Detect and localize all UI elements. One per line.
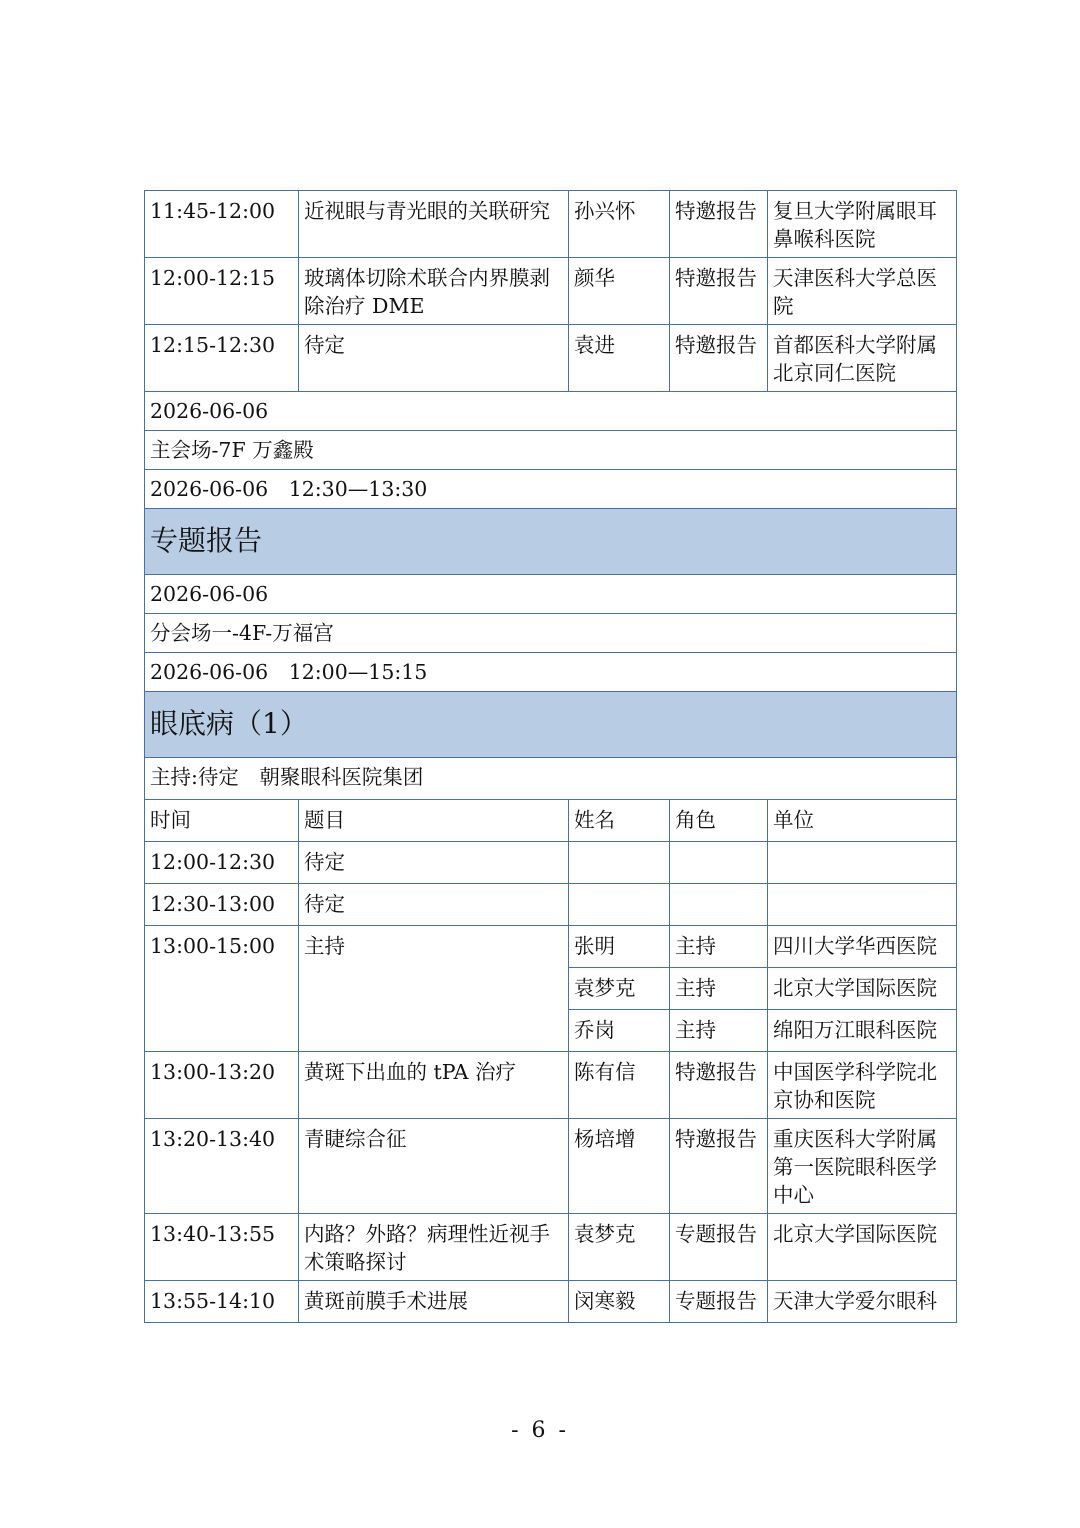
topic-cell: 主持 [299,926,569,968]
name-cell: 颜华 [569,258,670,325]
session-title-row [145,692,957,758]
role-cell: 专题报告 [670,1281,768,1323]
session-datetime: 2026-06-06 12:00—15:15 [145,653,957,692]
role-cell: 特邀报告 [670,325,768,392]
host-row [145,968,957,1010]
topic-cell: 黄斑前膜手术进展 [299,1281,569,1323]
header-role: 角色 [670,800,768,842]
time-cell: 13:55-14:10 [145,1281,299,1323]
role-cell: 特邀报告 [670,1119,768,1214]
role-cell: 专题报告 [670,1214,768,1281]
unit-cell: 绵阳万江眼科医院 [768,1010,957,1052]
name-cell: 袁梦克 [569,1214,670,1281]
session-venue: 分会场一-4F-万福宫 [145,614,957,653]
topic-cell: 待定 [299,842,569,884]
page-number: - 6 - [511,1418,569,1443]
topic-cell: 近视眼与青光眼的关联研究 [299,191,569,258]
topic-cell: 青睫综合征 [299,1119,569,1214]
table-row [145,842,957,884]
host-row [145,926,957,968]
unit-cell: 天津大学爱尔眼科 [768,1281,957,1323]
header-row [145,800,957,842]
unit-cell: 北京大学国际医院 [768,1214,957,1281]
time-cell: 12:00-12:15 [145,258,299,325]
table-row [145,191,957,258]
session-chair: 主持:待定 朝聚眼科医院集团 [145,758,957,800]
name-cell: 袁梦克 [569,968,670,1010]
session-title: 眼底病（1） [145,692,957,758]
unit-cell: 四川大学华西医院 [768,926,957,968]
name-cell [569,842,670,884]
time-cell: 13:00-15:00 [145,926,299,968]
name-cell [569,884,670,926]
session-title: 专题报告 [145,509,957,575]
session-datetime-row [145,470,957,509]
schedule-table [144,190,957,1323]
role-cell: 主持 [670,968,768,1010]
header-name: 姓名 [569,800,670,842]
session-chair-row [145,758,957,800]
session-datetime: 2026-06-06 12:30—13:30 [145,470,957,509]
topic-cell: 待定 [299,325,569,392]
table-row [145,1052,957,1119]
time-cell: 13:00-13:20 [145,1052,299,1119]
unit-cell: 北京大学国际医院 [768,968,957,1010]
topic-cell: 内路？外路？病理性近视手术策略探讨 [299,1214,569,1281]
table-row [145,1119,957,1214]
session-date: 2026-06-06 [145,575,957,614]
session-venue-row [145,614,957,653]
session-title-row [145,509,957,575]
table-row [145,258,957,325]
name-cell: 乔岗 [569,1010,670,1052]
topic-cell: 待定 [299,884,569,926]
time-cell: 12:15-12:30 [145,325,299,392]
header-time: 时间 [145,800,299,842]
time-cell: 13:40-13:55 [145,1214,299,1281]
session-date: 2026-06-06 [145,392,957,431]
unit-cell: 天津医科大学总医院 [768,258,957,325]
topic-cell: 玻璃体切除术联合内界膜剥除治疗 DME [299,258,569,325]
role-cell [670,884,768,926]
name-cell: 袁进 [569,325,670,392]
time-cell: 12:00-12:30 [145,842,299,884]
session-venue-row [145,431,957,470]
name-cell: 闵寒毅 [569,1281,670,1323]
unit-cell [768,842,957,884]
role-cell: 主持 [670,926,768,968]
unit-cell: 复旦大学附属眼耳鼻喉科医院 [768,191,957,258]
time-cell: 11:45-12:00 [145,191,299,258]
unit-cell: 中国医学科学院北京协和医院 [768,1052,957,1119]
session-date-row [145,575,957,614]
role-cell: 特邀报告 [670,1052,768,1119]
unit-cell: 首都医科大学附属北京同仁医院 [768,325,957,392]
table-row [145,325,957,392]
role-cell: 主持 [670,1010,768,1052]
host-row [145,1010,957,1052]
session-datetime-row [145,653,957,692]
time-cell: 13:20-13:40 [145,1119,299,1214]
header-topic: 题目 [299,800,569,842]
name-cell: 陈有信 [569,1052,670,1119]
topic-cell: 黄斑下出血的 tPA 治疗 [299,1052,569,1119]
table-row [145,884,957,926]
name-cell: 孙兴怀 [569,191,670,258]
role-cell [670,842,768,884]
unit-cell: 重庆医科大学附属第一医院眼科医学中心 [768,1119,957,1214]
table-row [145,1214,957,1281]
table-row [145,1281,957,1323]
session-date-row [145,392,957,431]
name-cell: 杨培增 [569,1119,670,1214]
role-cell: 特邀报告 [670,191,768,258]
time-cell: 12:30-13:00 [145,884,299,926]
header-unit: 单位 [768,800,957,842]
role-cell: 特邀报告 [670,258,768,325]
name-cell: 张明 [569,926,670,968]
unit-cell [768,884,957,926]
session-venue: 主会场-7F 万鑫殿 [145,431,957,470]
